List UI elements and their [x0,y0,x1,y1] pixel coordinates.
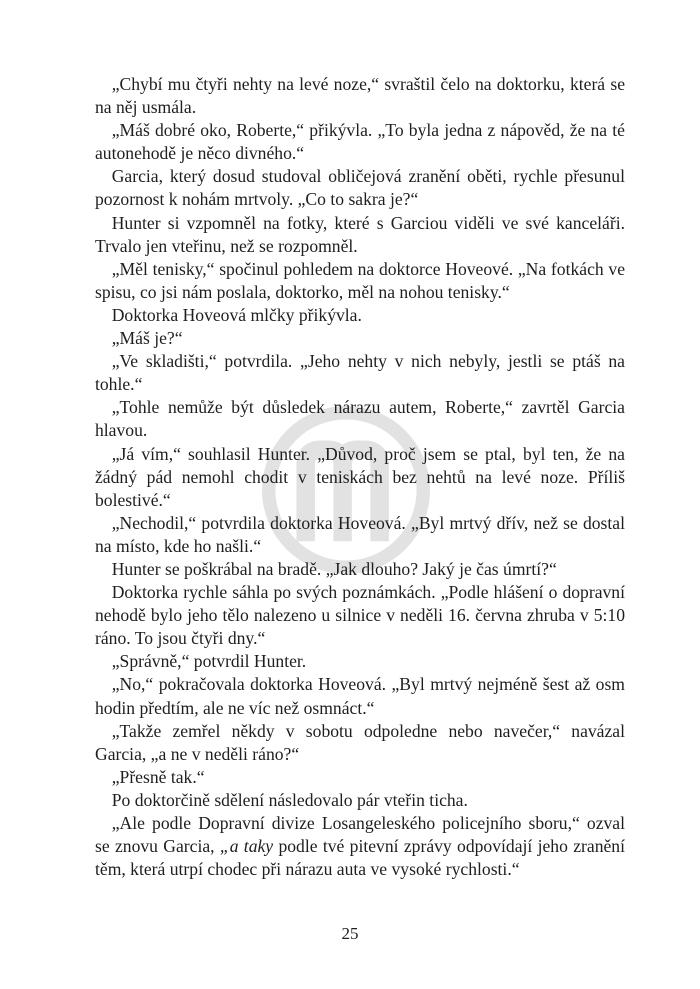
paragraph: „Máš je?“ [111,328,183,349]
paragraph: „Nechodil,“ potvrdila doktorka Hoveová. „Byl mrtvý dřív, než se dostal na místo, kde ho našli.“ [95,512,625,556]
paragraph: Hunter si vzpomněl na fotky, které s Garciou viděli ve své kanceláři. Trvalo jen vteřinu, než se rozpomněl. [95,212,625,256]
body-text [95,73,625,881]
text-run: „Ale podle Dopravní divize Losangeleského policejního sboru,“ ozval se znovu Garcia, [95,813,625,857]
paragraph: „Já vím,“ souhlasil Hunter. „Důvod, proč jsem se ptal, byl ten, že na žádný pád nemohl chodit v teniskách bez nehtů na levé noze. Příliš bolestivé.“ [95,443,625,510]
paragraph: Doktorka rychle sáhla po svých poznámkách. „Podle hlášení o dopravní nehodě bylo jeho tělo nalezeno u silnice v neděli 16. června zhruba v 5:10 ráno. To jsou čtyři dny.“ [95,582,625,649]
paragraph: „Měl tenisky,“ spočinul pohledem na doktorce Hoveové. „Na fotkách ve spisu, co jsi nám poslala, doktorko, měl na nohou tenisky.“ [95,258,625,302]
paragraph: Garcia, který dosud studoval obličejová zranění oběti, rychle přesunul pozornost k nohám mrtvoly. „Co to sakra je?“ [95,166,625,210]
paragraph: „Takže zemřel někdy v sobotu odpoledne nebo navečer,“ navázal Garcia, „a ne v neděli ráno?“ [95,720,625,764]
paragraph: „No,“ pokračovala doktorka Hoveová. „Byl mrtvý nejméně šest až osm hodin předtím, ale ne víc než osmnáct.“ [95,674,625,718]
paragraph: „Ve skladišti,“ potvrdila. „Jeho nehty v nich nebyly, jestli se ptáš na tohle.“ [95,351,625,395]
paragraph: Po doktorčině sdělení následovalo pár vteřin ticha. [111,789,468,810]
paragraph: Doktorka Hoveová mlčky přikývla. [111,304,362,325]
paragraph: „Správně,“ potvrdil Hunter. [111,651,307,672]
paragraph: „Tohle nemůže být důsledek nárazu autem, Roberte,“ zavrtěl Garcia hlavou. [95,397,625,441]
emphasized-text: „a taky [219,836,274,857]
paragraph: „Přesně tak.“ [111,766,205,787]
paragraph: Hunter se poškrábal na bradě. „Jak dlouho? Jaký je čas úmrtí?“ [111,558,557,579]
paragraph: „Chybí mu čtyři nehty na levé noze,“ svraštil čelo na doktorku, která se na něj usmála. [95,74,625,118]
paragraph: „Máš dobré oko, Roberte,“ přikývla. „To byla jedna z nápověd, že na té autonehodě je něco divného.“ [95,120,625,164]
text-run: podle tvé pitevní zprávy odpovídají jeho zranění těm, která utrpí chodec při nárazu auta ve vysoké rychlosti.“ [95,836,625,880]
paragraph-last [95,812,625,881]
page-number: 25 [341,924,359,943]
